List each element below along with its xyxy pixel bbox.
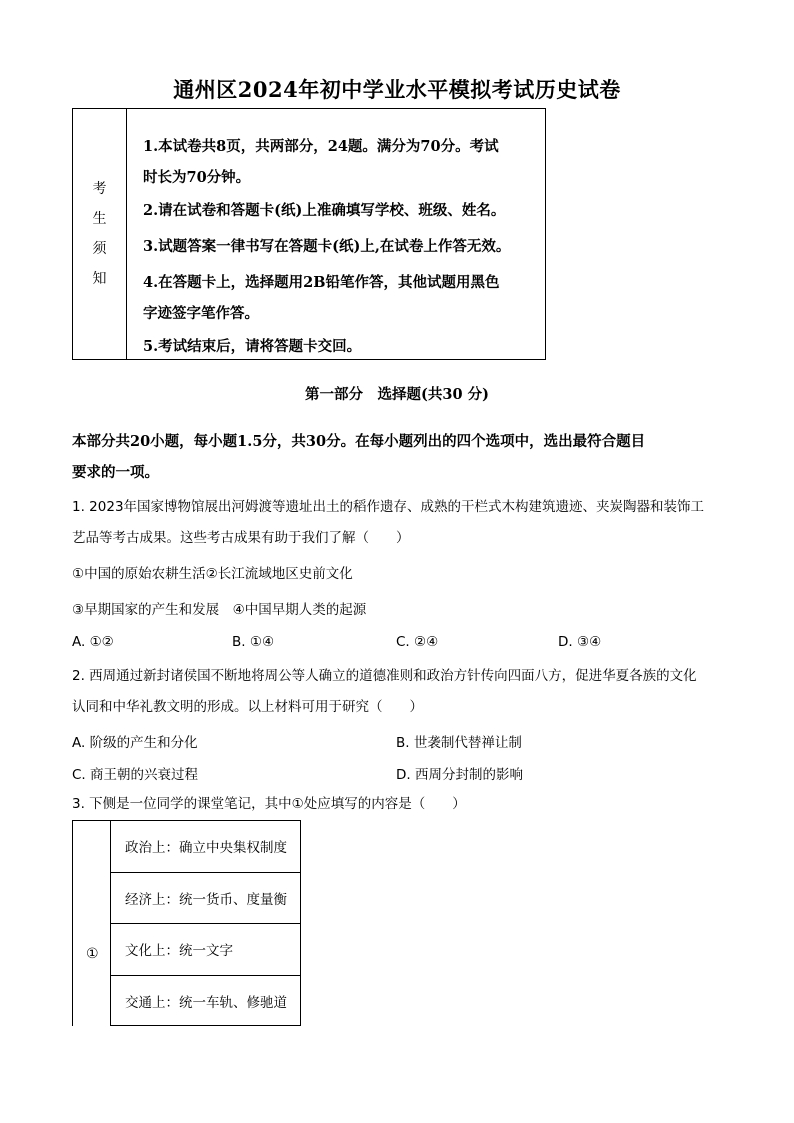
- class-notes-table: [72, 820, 301, 1026]
- notice-line: 3.试题答案一律书写在答题卡(纸)上,在试卷上作答无效。: [143, 238, 511, 255]
- q1-option-c[interactable]: C. ②④: [396, 634, 439, 650]
- q1-option-d[interactable]: D. ③④: [558, 634, 602, 650]
- exam-title: 通州区2024年初中学业水平模拟考试历史试卷: [173, 77, 621, 102]
- notice-line: 2.请在试卷和答题卡(纸)上准确填写学校、班级、姓名。: [143, 202, 506, 219]
- q1-item: ①中国的原始农耕生活②长江流域地区史前文化: [72, 566, 353, 582]
- part1-intro: [72, 426, 724, 488]
- q1-option-a[interactable]: A. ①②: [72, 634, 114, 650]
- notice-content: [127, 109, 545, 359]
- blank-mark: ①: [86, 946, 99, 962]
- intro-line: 要求的一项。: [72, 464, 159, 481]
- notice-line: 1.本试卷共8页，共两部分，24题。满分为70分。考试: [143, 138, 499, 155]
- notice-line: 字迹签字笔作答。: [143, 305, 259, 322]
- notes-cell: 交通上：统一车轨、修驰道: [125, 995, 287, 1012]
- notice-label-char: 考: [92, 181, 107, 197]
- part1-title: 第一部分 选择题(共30 分): [305, 386, 489, 403]
- question-3: 3. 下侧是一位同学的课堂笔记，其中①处应填写的内容是（ ）: [72, 796, 466, 812]
- table-top-border: [72, 820, 110, 821]
- question-2: [72, 661, 732, 723]
- question-line: 2. 西周通过新封诸侯国不断地将周公等人确立的道德准则和政治方针传向四面八方，促进华夏各族的文化: [72, 668, 697, 684]
- q1-option-b[interactable]: B. ①④: [232, 634, 275, 650]
- q2-option-a[interactable]: A. 阶级的产生和分化: [72, 735, 198, 751]
- notice-label-char: 生: [92, 211, 107, 227]
- notice-box: [72, 108, 546, 360]
- intro-line: 本部分共20小题，每小题1.5分，共30分。在每小题列出的四个选项中，选出最符合题目: [72, 433, 646, 450]
- notes-cell: 文化上：统一文字: [111, 924, 300, 976]
- question-line: 认同和中华礼教文明的形成。以上材料可用于研究（ ）: [72, 699, 423, 715]
- notice-label-char: 须: [92, 241, 107, 257]
- q2-option-c[interactable]: C. 商王朝的兴衰过程: [72, 767, 199, 783]
- question-line: 艺品等考古成果。这些考古成果有助于我们了解（ ）: [72, 530, 410, 546]
- notes-cell: 经济上：统一货币、度量衡: [111, 873, 300, 925]
- notes-cells: [110, 820, 301, 1026]
- notice-line: 时长为70分钟。: [143, 169, 251, 186]
- question-line: 1. 2023年国家博物馆展出河姆渡等遗址出土的稻作遗存、成熟的干栏式木构建筑遗迹、夹炭陶器和装饰工: [72, 499, 705, 515]
- q1-item: ③早期国家的产生和发展 ④中国早期人类的起源: [72, 602, 367, 618]
- notice-line: 5.考试结束后，请将答题卡交回。: [143, 338, 362, 355]
- question-1: [72, 492, 732, 554]
- notice-label-char: 知: [92, 271, 107, 287]
- notes-cell: 政治上：确立中央集权制度: [111, 821, 300, 873]
- q2-option-d[interactable]: D. 西周分封制的影响: [396, 767, 523, 783]
- notice-line: 4.在答题卡上，选择题用2B铅笔作答，其他试题用黑色: [143, 274, 500, 291]
- table-left-border: [72, 820, 73, 1026]
- q2-option-b[interactable]: B. 世袭制代替禅让制: [396, 735, 522, 751]
- notice-label: [73, 109, 127, 359]
